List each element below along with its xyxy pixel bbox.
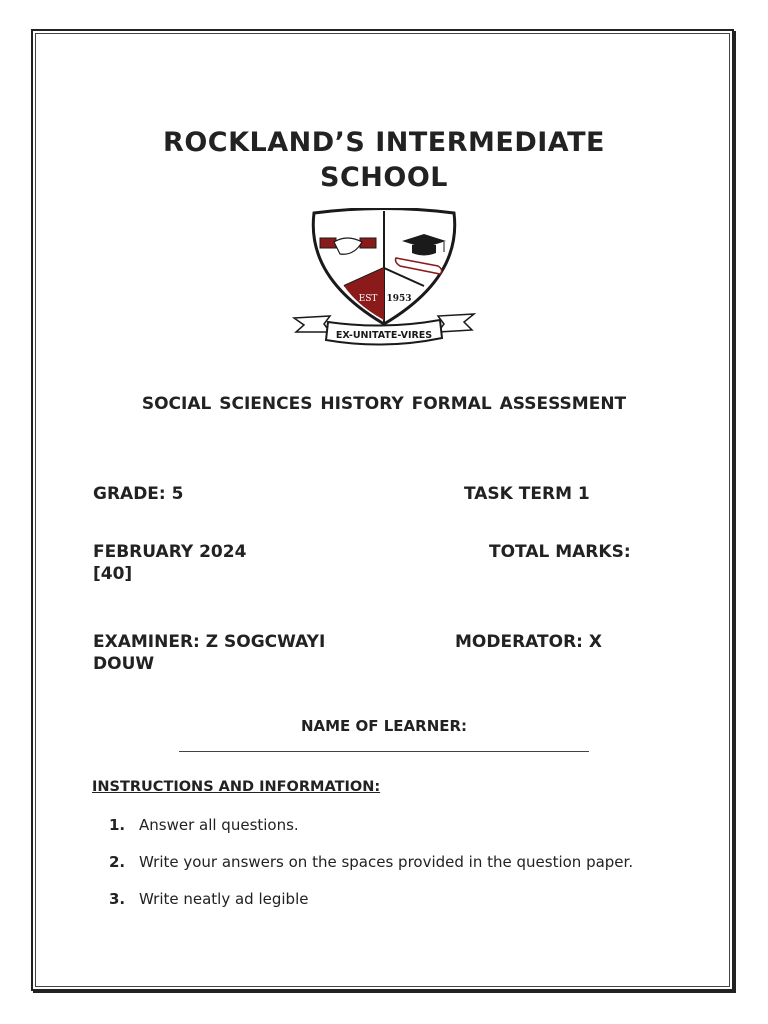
crest-motto: EX-UNITATE-VIRES (335, 330, 433, 341)
crest-est-year: 1953 (386, 294, 412, 304)
instruction-number: 3. (109, 890, 126, 908)
examiner-text: EXAMINER: Z SOGCWAYI (93, 632, 326, 652)
total-marks-label: TOTAL MARKS: (489, 542, 631, 562)
task-text: TASK TERM 1 (464, 484, 590, 504)
moderator-text: MODERATOR: X (455, 632, 602, 652)
instruction-item (109, 815, 299, 835)
instruction-number: 2. (109, 853, 126, 871)
grade-text: GRADE: 5 (93, 484, 184, 504)
date-text: FEBRUARY 2024 (93, 542, 247, 562)
instruction-text: Answer all questions. (139, 816, 299, 834)
instruction-text: Write your answers on the spaces provided in the question paper. (139, 853, 634, 871)
learner-name-label: NAME OF LEARNER: (300, 717, 468, 735)
instruction-text: Write neatly ad legible (139, 890, 309, 908)
crest-est-label: EST (358, 294, 378, 304)
instruction-number: 1. (109, 816, 126, 834)
learner-name-line[interactable] (179, 751, 589, 752)
instruction-item (109, 852, 633, 872)
total-marks-value: [40] (93, 564, 133, 584)
school-title: ROCKLAND’S INTERMEDIATE SCHOOL (163, 127, 605, 193)
instructions-heading: INSTRUCTIONS AND INFORMATION: (92, 779, 381, 795)
moderator-text-cont: DOUW (93, 654, 155, 674)
instruction-item (109, 889, 308, 909)
subject-heading: SOCIAL SCIENCES HISTORY FORMAL ASSESSMENT (141, 394, 627, 414)
school-crest-logo (292, 208, 476, 350)
